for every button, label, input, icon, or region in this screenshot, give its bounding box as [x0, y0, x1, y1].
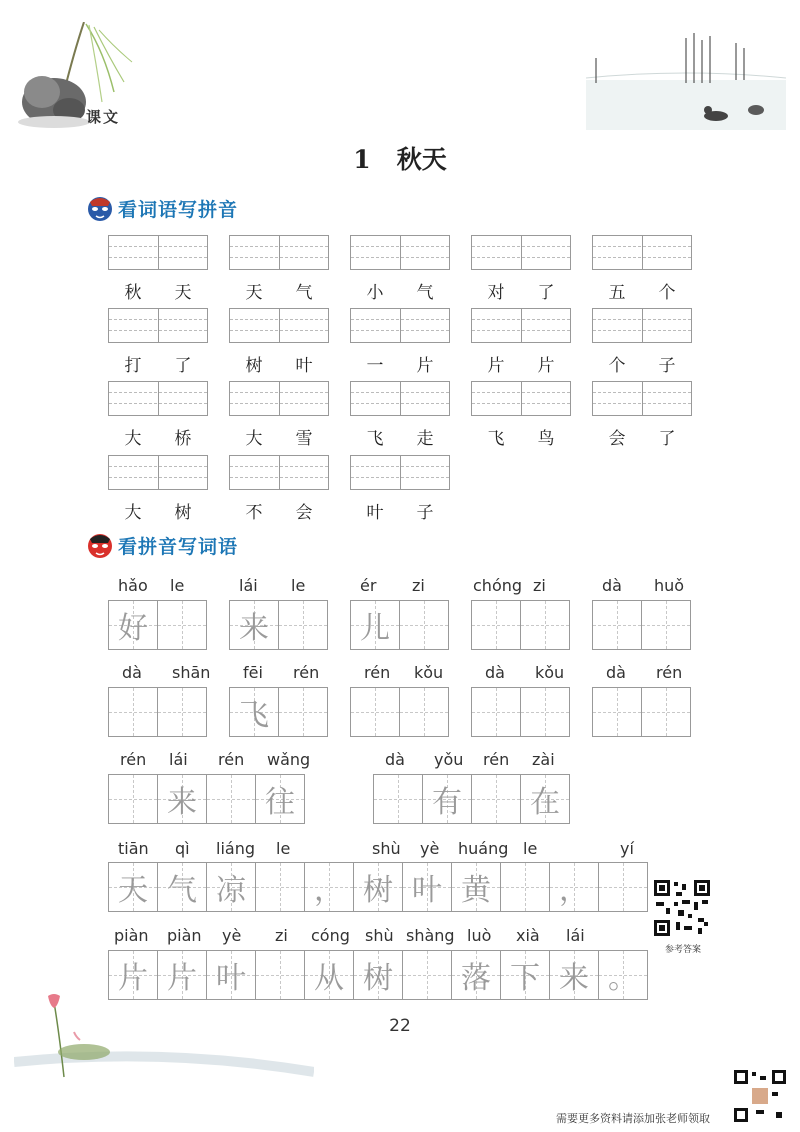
character-cell[interactable]: [157, 600, 207, 650]
word-character: 气: [416, 283, 434, 303]
pinyin-answer-box[interactable]: [229, 381, 329, 416]
cell-character: 气: [167, 873, 197, 908]
character-cell[interactable]: [471, 774, 521, 824]
word-character: 子: [416, 503, 434, 523]
pinyin-syllable: dà: [122, 663, 142, 682]
pinyin-syllable: dà: [485, 663, 505, 682]
character-grid: [229, 600, 328, 650]
character-cell[interactable]: [520, 774, 570, 824]
pinyin-syllable: rén: [483, 750, 510, 769]
cell-character: 来: [239, 611, 269, 646]
word-character: 鸟: [537, 429, 555, 449]
cell-character: 片: [167, 961, 197, 996]
footer-note: 需要更多资料请添加张老师领取: [556, 1112, 710, 1125]
word-character: 不: [245, 503, 263, 523]
word-character: 大: [124, 429, 142, 449]
pinyin-syllable: dà: [602, 576, 622, 595]
word-characters: [229, 424, 329, 449]
character-cell[interactable]: [641, 600, 691, 650]
character-cell[interactable]: [641, 687, 691, 737]
qr-code-footer-icon[interactable]: [732, 1068, 788, 1124]
character-cell[interactable]: [399, 600, 449, 650]
character-cell[interactable]: [471, 600, 521, 650]
pinyin-write-item: [350, 235, 450, 303]
pinyin-write-item: [471, 235, 571, 303]
word-character: 秋: [124, 283, 142, 303]
character-cell[interactable]: [520, 687, 570, 737]
pinyin-syllable: rén: [293, 663, 320, 682]
character-cell[interactable]: [206, 774, 256, 824]
character-cell[interactable]: [592, 600, 642, 650]
word-characters: [592, 351, 692, 376]
cell-character: 飞: [239, 698, 269, 733]
pinyin-write-item: [229, 308, 329, 376]
pinyin-write-item: [592, 308, 692, 376]
character-grid: [471, 687, 570, 737]
word-character: 片: [487, 356, 505, 376]
word-character: 个: [608, 356, 626, 376]
character-cell[interactable]: [451, 862, 501, 912]
word-characters: [592, 424, 692, 449]
pinyin-answer-box[interactable]: [108, 381, 208, 416]
pinyin-syllable: piàn: [114, 926, 149, 945]
character-cell[interactable]: [402, 950, 452, 1000]
pinyin-syllable: fēi: [243, 663, 263, 682]
pinyin-syllable: rén: [218, 750, 245, 769]
character-cell[interactable]: [520, 600, 570, 650]
pinyin-syllable: dà: [385, 750, 405, 769]
pinyin-syllable: yǒu: [434, 750, 464, 769]
word-character: 雪: [295, 429, 313, 449]
character-cell[interactable]: [255, 774, 305, 824]
pinyin-syllable: ér: [360, 576, 377, 595]
cell-character: 树: [363, 961, 393, 996]
pinyin-write-item: [350, 455, 450, 523]
word-character: 天: [245, 283, 263, 303]
cell-character: 在: [530, 785, 560, 820]
section-heading-pinyin: [86, 194, 238, 222]
word-characters: [108, 498, 208, 523]
word-characters: [108, 278, 208, 303]
opera-mask-blue-icon: [86, 194, 114, 222]
word-character: 飞: [487, 429, 505, 449]
lotus-illustration: [14, 992, 314, 1092]
section-title: 看词语写拼音: [118, 198, 239, 221]
character-cell[interactable]: [157, 862, 207, 912]
pinyin-write-item: [108, 235, 208, 303]
pinyin-answer-box[interactable]: [592, 381, 692, 416]
lesson-title: [0, 140, 800, 176]
pinyin-answer-box[interactable]: [108, 455, 208, 490]
word-character: 走: [416, 429, 434, 449]
character-cell[interactable]: [206, 862, 256, 912]
cell-character: 叶: [412, 873, 442, 908]
word-characters: [471, 424, 571, 449]
word-characters: [229, 351, 329, 376]
pinyin-syllable: yè: [222, 926, 242, 945]
pinyin-syllable: zi: [275, 926, 288, 945]
pinyin-syllable: zài: [532, 750, 555, 769]
pinyin-answer-box[interactable]: [592, 308, 692, 343]
word-characters: [471, 351, 571, 376]
pinyin-syllable: piàn: [167, 926, 202, 945]
pinyin-syllable: zi: [412, 576, 425, 595]
character-grid: [373, 774, 570, 824]
pinyin-syllable: qì: [175, 839, 190, 858]
word-character: 小: [366, 283, 384, 303]
word-character: 大: [124, 503, 142, 523]
character-grid: [592, 687, 691, 737]
word-characters: [350, 278, 450, 303]
word-character: 片: [416, 356, 434, 376]
character-cell[interactable]: [350, 687, 400, 737]
word-character: 树: [174, 503, 192, 523]
pinyin-syllable: luò: [467, 926, 492, 945]
pinyin-syllable: lái: [239, 576, 258, 595]
word-characters: [229, 498, 329, 523]
lake-trees-illustration: [586, 28, 786, 138]
lesson-number: 1: [353, 145, 371, 174]
pinyin-answer-box[interactable]: [592, 235, 692, 270]
pinyin-answer-box[interactable]: [229, 455, 329, 490]
cell-character: 往: [265, 785, 295, 820]
cell-character: 从: [314, 961, 344, 996]
cell-character: 落: [461, 961, 491, 996]
character-cell[interactable]: [157, 774, 207, 824]
character-cell[interactable]: [373, 774, 423, 824]
pinyin-syllable: zi: [533, 576, 546, 595]
pinyin-syllable: shān: [172, 663, 211, 682]
pinyin-write-item: [350, 381, 450, 449]
cell-character: 片: [118, 961, 148, 996]
word-character: 了: [174, 356, 192, 376]
character-cell[interactable]: [500, 862, 550, 912]
cell-character: 下: [510, 961, 540, 996]
character-cell[interactable]: [471, 687, 521, 737]
pinyin-syllable: hǎo: [118, 576, 148, 595]
pinyin-syllable: liáng: [216, 839, 255, 858]
word-character: 一: [366, 356, 384, 376]
word-characters: [592, 278, 692, 303]
word-character: 对: [487, 283, 505, 303]
character-cell[interactable]: [229, 600, 279, 650]
character-cell[interactable]: [108, 862, 158, 912]
pinyin-answer-box[interactable]: [350, 455, 450, 490]
pinyin-write-item: [108, 381, 208, 449]
pinyin-syllable: rén: [120, 750, 147, 769]
word-character: 气: [295, 283, 313, 303]
section-tag: 课文: [86, 108, 121, 126]
pinyin-syllable: huáng: [458, 839, 509, 858]
word-character: 飞: [366, 429, 384, 449]
character-grid: [108, 687, 207, 737]
pinyin-syllable: shù: [372, 839, 401, 858]
character-cell[interactable]: [592, 687, 642, 737]
cell-character: ，: [559, 873, 589, 908]
cell-character: 凉: [216, 873, 246, 908]
character-cell[interactable]: [598, 950, 648, 1000]
cell-character: 有: [432, 785, 462, 820]
word-character: 桥: [174, 429, 192, 449]
cell-character: ，: [314, 873, 344, 908]
pinyin-syllable: le: [170, 576, 185, 595]
character-cell[interactable]: [399, 687, 449, 737]
character-cell[interactable]: [108, 774, 158, 824]
pinyin-syllable: shù: [365, 926, 394, 945]
character-cell[interactable]: [229, 687, 279, 737]
character-cell[interactable]: [353, 862, 403, 912]
pinyin-syllable: le: [276, 839, 291, 858]
pinyin-write-item: [229, 235, 329, 303]
pinyin-write-item: [108, 455, 208, 523]
pinyin-syllable: xià: [516, 926, 540, 945]
word-character: 五: [608, 283, 626, 303]
pinyin-syllable: yè: [420, 839, 440, 858]
pinyin-write-item: [229, 455, 329, 523]
word-characters: [108, 351, 208, 376]
character-cell[interactable]: [157, 687, 207, 737]
pinyin-answer-box[interactable]: [229, 308, 329, 343]
pinyin-write-item: [108, 308, 208, 376]
pinyin-write-item: [592, 235, 692, 303]
pinyin-syllable: le: [523, 839, 538, 858]
character-grid: [592, 600, 691, 650]
pinyin-syllable: rén: [656, 663, 683, 682]
pinyin-syllable: tiān: [118, 839, 149, 858]
word-character: 叶: [295, 356, 313, 376]
pinyin-syllable: yí: [620, 839, 634, 858]
character-grid: [108, 774, 305, 824]
character-cell[interactable]: [304, 862, 354, 912]
character-grid: [350, 687, 449, 737]
word-character: 天: [174, 283, 192, 303]
word-character: 子: [658, 356, 676, 376]
cell-character: 来: [559, 961, 589, 996]
pinyin-answer-box[interactable]: [471, 308, 571, 343]
cell-character: 天: [118, 873, 148, 908]
pinyin-syllable: dà: [606, 663, 626, 682]
pinyin-answer-box[interactable]: [350, 381, 450, 416]
cell-character: 黄: [461, 873, 491, 908]
pinyin-syllable: lái: [169, 750, 188, 769]
cell-character: 树: [363, 873, 393, 908]
qr-code-icon[interactable]: [652, 878, 712, 938]
character-grid: [108, 862, 648, 912]
word-character: 树: [245, 356, 263, 376]
character-grid: [471, 600, 570, 650]
character-cell[interactable]: [549, 862, 599, 912]
pinyin-syllable: le: [291, 576, 306, 595]
character-cell[interactable]: [353, 950, 403, 1000]
cell-character: 好: [118, 611, 148, 646]
pinyin-syllable: shàng: [406, 926, 455, 945]
character-cell[interactable]: [255, 862, 305, 912]
cell-character: 来: [167, 785, 197, 820]
lesson-name: 秋天: [396, 145, 447, 174]
word-character: 了: [537, 283, 555, 303]
word-character: 会: [608, 429, 626, 449]
character-grid: [229, 687, 328, 737]
word-character: 会: [295, 503, 313, 523]
word-characters: [229, 278, 329, 303]
pinyin-write-item: [229, 381, 329, 449]
pinyin-answer-box[interactable]: [229, 235, 329, 270]
word-characters: [350, 424, 450, 449]
word-character: 大: [245, 429, 263, 449]
character-grid: [350, 600, 449, 650]
character-cell[interactable]: [278, 600, 328, 650]
word-character: 打: [124, 356, 142, 376]
page-number: 22: [389, 1016, 411, 1036]
pinyin-syllable: chóng: [473, 576, 523, 595]
pinyin-syllable: kǒu: [535, 663, 565, 682]
pinyin-syllable: wǎng: [267, 750, 311, 769]
character-cell[interactable]: [108, 687, 158, 737]
character-cell[interactable]: [451, 950, 501, 1000]
word-character: 片: [537, 356, 555, 376]
pinyin-syllable: huǒ: [654, 576, 685, 595]
pinyin-answer-box[interactable]: [350, 235, 450, 270]
pinyin-write-item: [592, 381, 692, 449]
word-characters: [108, 424, 208, 449]
pinyin-answer-box[interactable]: [108, 308, 208, 343]
word-character: 叶: [366, 503, 384, 523]
section-heading-characters: [86, 531, 238, 559]
pinyin-answer-box[interactable]: [350, 308, 450, 343]
character-cell[interactable]: [278, 687, 328, 737]
word-characters: [350, 498, 450, 523]
pinyin-write-item: [471, 308, 571, 376]
pinyin-answer-box[interactable]: [471, 381, 571, 416]
word-characters: [471, 278, 571, 303]
cell-character: 儿: [360, 611, 390, 646]
pinyin-syllable: kǒu: [414, 663, 444, 682]
pinyin-write-item: [350, 308, 450, 376]
character-cell[interactable]: [108, 600, 158, 650]
word-character: 了: [658, 429, 676, 449]
pinyin-answer-box[interactable]: [471, 235, 571, 270]
word-characters: [350, 351, 450, 376]
pinyin-syllable: cóng: [311, 926, 350, 945]
character-cell[interactable]: [500, 950, 550, 1000]
character-grid: [108, 600, 207, 650]
character-cell[interactable]: [350, 600, 400, 650]
qr-label: 参考答案: [664, 945, 701, 955]
character-cell[interactable]: [598, 862, 648, 912]
pinyin-write-item: [471, 381, 571, 449]
pinyin-syllable: rén: [364, 663, 391, 682]
character-cell[interactable]: [422, 774, 472, 824]
pinyin-answer-box[interactable]: [108, 235, 208, 270]
character-grid: [108, 950, 648, 1000]
cell-character: 。: [608, 961, 638, 996]
character-cell[interactable]: [402, 862, 452, 912]
word-character: 个: [658, 283, 676, 303]
pinyin-syllable: lái: [566, 926, 585, 945]
cell-character: 叶: [216, 961, 246, 996]
section-title: 看拼音写词语: [118, 535, 239, 558]
opera-mask-red-icon: [86, 531, 114, 559]
character-cell[interactable]: [549, 950, 599, 1000]
